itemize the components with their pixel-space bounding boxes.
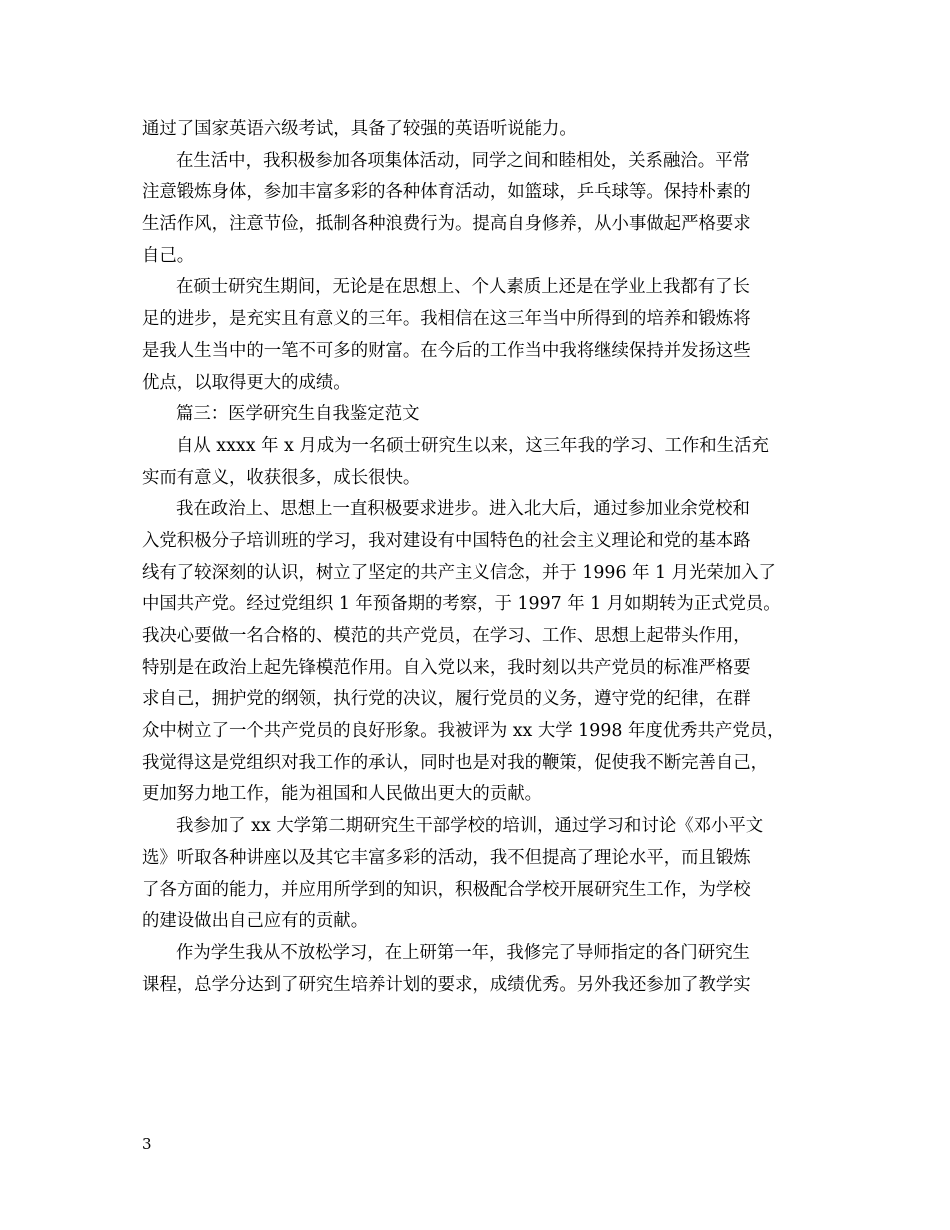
text-line: 我决心要做一名合格的、模范的共产党员，在学习、工作、思想上起带头作用， [142,626,751,646]
text-line: 优点，以取得更大的成绩。 [142,372,351,393]
text-line: 自己。 [142,245,195,266]
text-line: 更加努力地工作，能为祖国和人民做出更大的贡献。 [142,784,542,805]
paragraph-first-line: 在生活中，我积极参加各项集体活动，同学之间和睦相处，关系融洽。平常 [176,150,750,171]
paragraph-first-line: 我参加了 xx 大学第二期研究生干部学校的培训，通过学习和讨论《邓小平文 [176,816,764,837]
page-number: 3 [142,1135,152,1153]
text-line: 生活作风，注意节俭，抵制各种浪费行为。提高自身修养，从小事做起严格要求 [142,214,751,235]
text-line: 我觉得这是党组织对我工作的承认，同时也是对我的鞭策，促使我不断完善自己， [142,752,769,773]
text-line: 选》听取各种讲座以及其它丰富多彩的活动，我不但提高了理论水平，而且锻炼 [142,847,751,868]
text-line: 中国共产党。经过党组织 1 年预备期的考察，于 1997 年 1 月如期转为正式党员。 [142,594,781,615]
paragraph-first-line: 在硕士研究生期间，无论是在思想上、个人素质上还是在学业上我都有了长 [176,277,750,298]
text-line: 线有了较深刻的认识，树立了坚定的共产主义信念，并于 1996 年 1 月光荣加入了 [142,562,776,583]
paragraph-first-line: 自从 xxxx 年 x 月成为一名硕士研究生以来，这三年我的学习、工作和生活充 [176,435,769,456]
text-line: 求自己，拥护党的纲领，执行党的决议，履行党员的义务，遵守党的纪律，在群 [142,689,751,710]
section-heading: 篇三：医学研究生自我鉴定范文 [176,404,420,425]
paragraph-first-line: 我在政治上、思想上一直积极要求进步。进入北大后，通过参加业余党校和 [176,499,750,520]
text-line: 足的进步，是充实且有意义的三年。我相信在这三年当中所得到的培养和锻炼将 [142,309,751,330]
text-line: 注意锻炼身体，参加丰富多彩的各种体育活动，如篮球，乒乓球等。保持朴素的 [142,182,751,203]
text-line: 众中树立了一个共产党员的良好形象。我被评为 xx 大学 1998 年度优秀共产党员， [142,721,785,742]
text-line: 是我人生当中的一笔不可多的财富。在今后的工作当中我将继续保持并发扬这些 [142,340,751,361]
text-line: 实而有意义，收获很多，成长很快。 [142,467,421,488]
paragraph-first-line: 作为学生我从不放松学习，在上研第一年，我修完了导师指定的各门研究生 [176,942,750,963]
text-line: 通过了国家英语六级考试，具备了较强的英语听说能力。 [142,119,577,139]
text-line: 了各方面的能力，并应用所学到的知识，积极配合学校开展研究生工作，为学校 [142,879,751,900]
body-text [142,114,822,1001]
text-line: 特别是在政治上起先锋模范作用。自入党以来，我时刻以共产党员的标准严格要 [142,657,751,678]
text-line: 的建设做出自己应有的贡献。 [142,911,369,932]
text-line: 入党积极分子培训班的学习，我对建设有中国特色的社会主义理论和党的基本路 [142,530,751,551]
text-line: 课程，总学分达到了研究生培养计划的要求，成绩优秀。另外我还参加了教学实 [142,974,751,995]
